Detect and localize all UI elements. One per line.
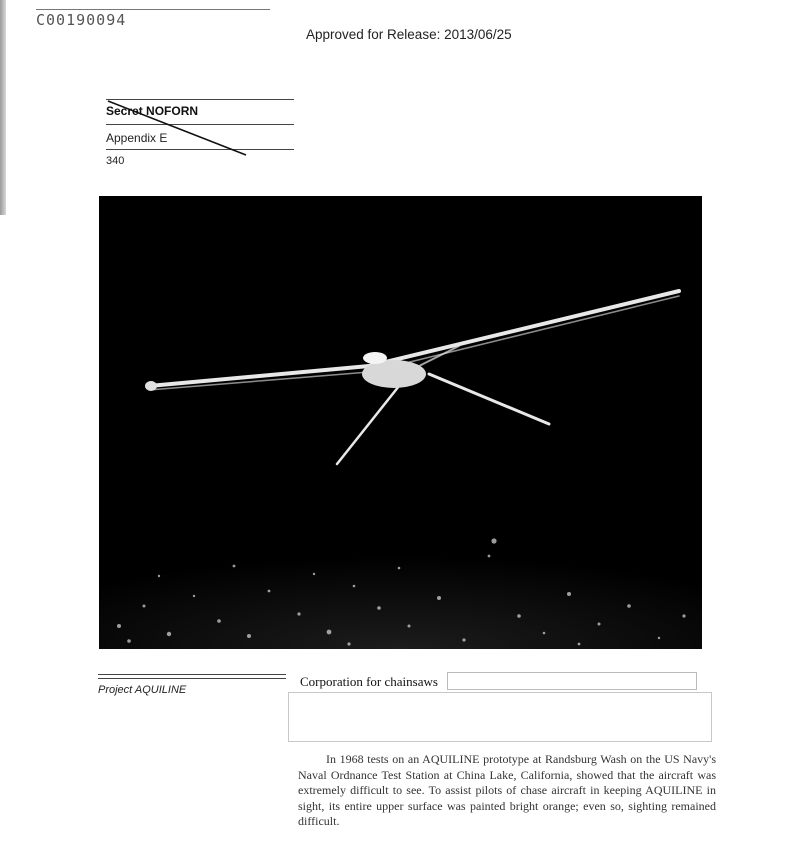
doc-id-rule — [36, 9, 270, 10]
caption-rule-top — [98, 674, 286, 675]
scan-edge-shadow — [0, 0, 6, 215]
redacted-box-inline — [447, 672, 697, 690]
page-number: 340 — [106, 155, 125, 167]
caption-rule-bottom — [98, 678, 286, 679]
redacted-box-block — [288, 692, 712, 742]
aquiline-photo — [99, 196, 702, 649]
classification-marking: Secret NOFORN — [106, 104, 199, 118]
document-id: C00190094 — [36, 11, 127, 29]
body-paragraph: In 1968 tests on an AQUILINE prototype at Randsburg Wash on the US Navy's Naval Ordnance Test Station at China Lake, California, showed that the aircraft was extremely difficult to see. To assist pilots of chase aircraft in keeping AQUILINE in sight, its entire upper surface was painted bright orange; even so, sighting remained difficult. — [298, 752, 716, 828]
classification-strikethrough — [106, 99, 296, 159]
release-stamp: Approved for Release: 2013/06/25 — [306, 27, 512, 42]
redaction-fragment: Corporation for chainsaws — [300, 674, 438, 689]
figure-caption: Project AQUILINE — [98, 684, 187, 696]
appendix-label: Appendix E — [106, 131, 168, 145]
header-block — [106, 99, 296, 169]
